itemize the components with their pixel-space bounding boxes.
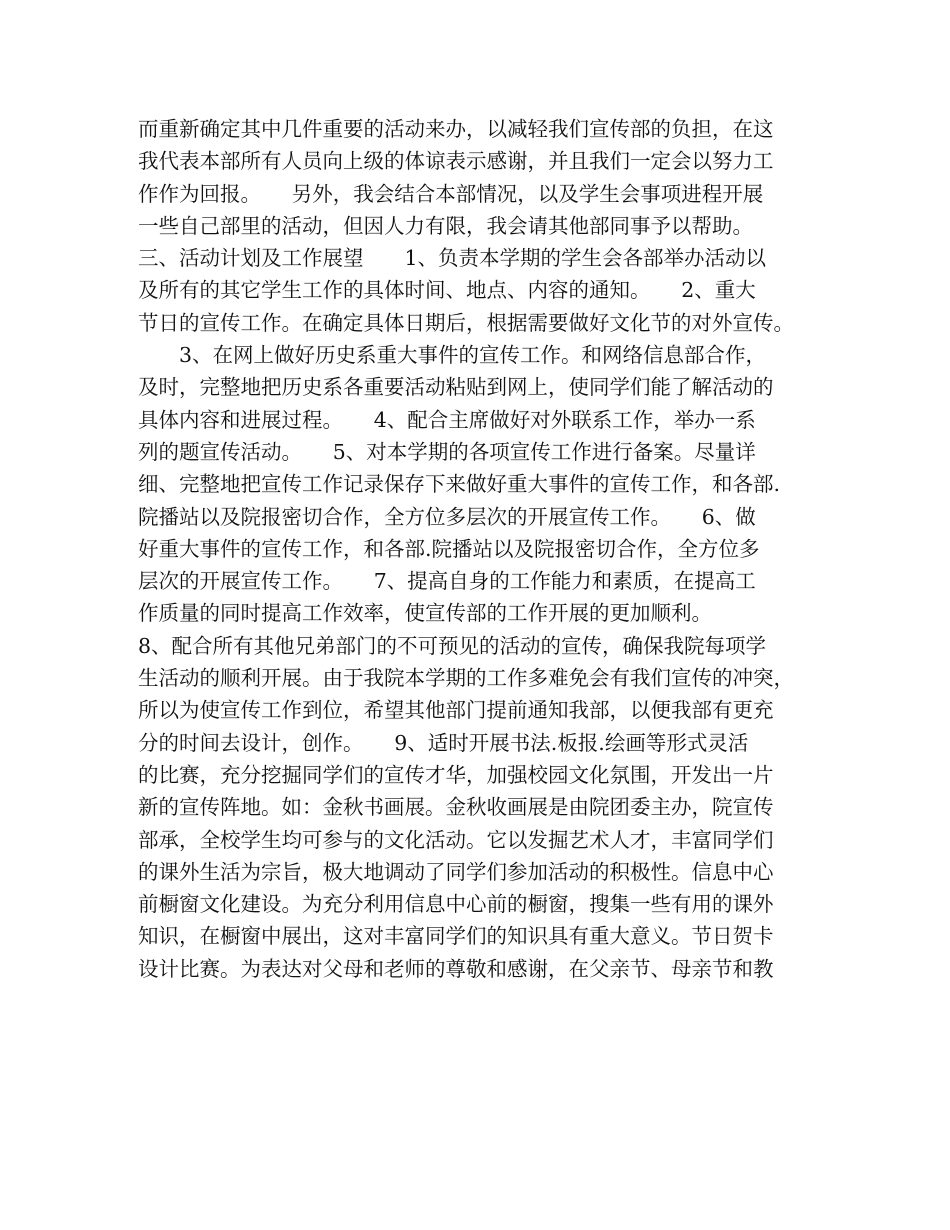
text-line: 设计比赛。为表达对父母和老师的尊敬和感谢，在父亲节、母亲节和教 [138, 956, 774, 981]
body-text [138, 113, 818, 985]
text-line: 的比赛，充分挖掘同学们的宣传才华，加强校园文化氛围，开发出一片 [138, 762, 774, 787]
text-line: 节日的宣传工作。在确定具体日期后，根据需要做好文化节的对外宣传。 [138, 310, 794, 335]
text-line: 层次的开展宣传工作。 7、提高自身的工作能力和素质，在提高工 [138, 569, 756, 594]
text-line: 前橱窗文化建设。为充分利用信息中心前的橱窗，搜集一些有用的课外 [138, 892, 774, 917]
text-line: 三、活动计划及工作展望 1、负责本学期的学生会各部举办活动以 [138, 246, 767, 271]
text-line: 8、配合所有其他兄弟部门的不可预见的活动的宣传，确保我院每项学 [138, 633, 767, 658]
text-line: 的课外生活为宗旨，极大地调动了同学们参加活动的积极性。信息中心 [138, 859, 774, 884]
text-line: 作作为回报。 另外，我会结合本部情况，以及学生会事项进程开展 [138, 181, 764, 206]
text-line: 作质量的同时提高工作效率，使宣传部的工作开展的更加顺利。 [138, 601, 743, 626]
text-line: 3、在网上做好历史系重大事件的宣传工作。和网络信息部合作， [138, 343, 767, 368]
text-line: 新的宣传阵地。如：金秋书画展。金秋收画展是由院团委主办，院宣传 [138, 795, 774, 820]
text-line: 我代表本部所有人员向上级的体谅表示感谢，并且我们一定会以努力工 [138, 149, 774, 174]
text-line: 具体内容和进展过程。 4、配合主席做好对外联系工作，举办一系 [138, 407, 756, 432]
text-line: 分的时间去设计，创作。 9、适时开展书法.板报.绘画等形式灵活 [138, 730, 749, 755]
text-line: 一些自己部里的活动，但因人力有限，我会请其他部同事予以帮助。 [138, 213, 753, 238]
text-line: 所以为使宣传工作到位，希望其他部门提前通知我部，以便我部有更充 [138, 698, 774, 723]
text-line: 细、完整地把宣传工作记录保存下来做好重大事件的宣传工作，和各部. [138, 472, 781, 497]
text-line: 及时，完整地把历史系各重要活动粘贴到网上，使同学们能了解活动的 [138, 375, 774, 400]
text-line: 院播站以及院报密切合作，全方位多层次的开展宣传工作。 6、做 [138, 504, 756, 529]
text-line: 知识，在橱窗中展出，这对丰富同学们的知识具有重大意义。节日贺卡 [138, 924, 774, 949]
text-line: 部承，全校学生均可参与的文化活动。它以发掘艺术人才，丰富同学们 [138, 827, 774, 852]
text-line: 列的题宣传活动。 5、对本学期的各项宣传工作进行备案。尽量详 [138, 439, 756, 464]
text-line: 好重大事件的宣传工作，和各部.院播站以及院报密切合作，全方位多 [138, 536, 760, 561]
text-line: 及所有的其它学生工作的具体时间、地点、内容的通知。 2、重大 [138, 278, 756, 303]
text-line: 而重新确定其中几件重要的活动来办，以减轻我们宣传部的负担，在这 [138, 117, 774, 141]
text-line: 生活动的顺利开展。由于我院本学期的工作多难免会有我们宣传的冲突， [138, 666, 794, 691]
